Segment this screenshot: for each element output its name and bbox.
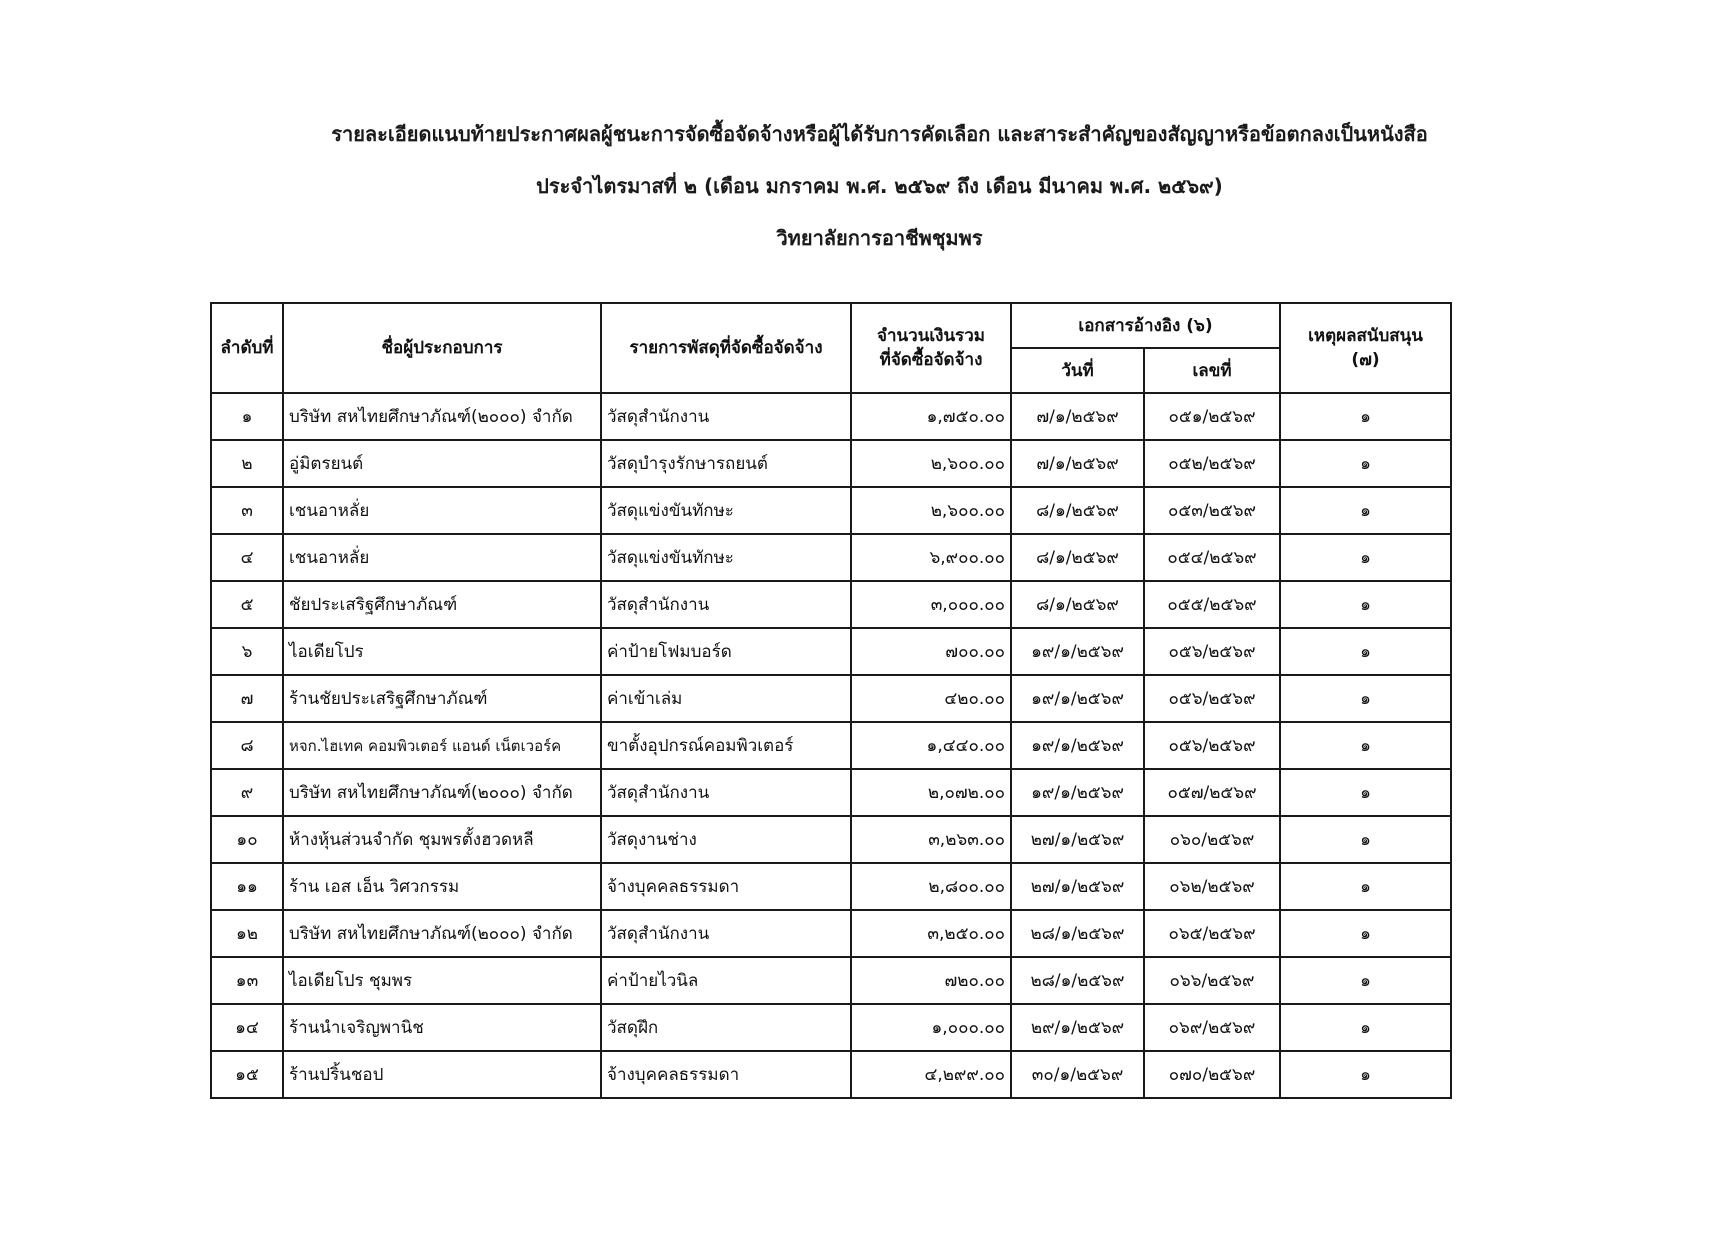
cell-vendor-name: หจก.ไฮเทค คอมพิวเตอร์ แอนด์ เน็ตเวอร์ค — [283, 722, 601, 769]
document-header — [0, 108, 1719, 264]
cell-reason: ๑ — [1280, 487, 1451, 534]
cell-item: วัสดุสำนักงาน — [601, 769, 851, 816]
table-row — [211, 722, 1451, 769]
cell-date: ๒๗/๑/๒๕๖๙ — [1011, 816, 1144, 863]
cell-num: ๑ — [211, 393, 283, 440]
cell-amount: ๒,๘๐๐.๐๐ — [851, 863, 1011, 910]
cell-reason: ๑ — [1280, 675, 1451, 722]
cell-num: ๑๐ — [211, 816, 283, 863]
cell-amount: ๒,๐๗๒.๐๐ — [851, 769, 1011, 816]
cell-num: ๓ — [211, 487, 283, 534]
cell-date: ๗/๑/๒๕๖๙ — [1011, 393, 1144, 440]
cell-num: ๒ — [211, 440, 283, 487]
header-reason-line1: เหตุผลสนับสนุน — [1308, 326, 1423, 346]
cell-vendor-name: เชนอาหลั่ย — [283, 487, 601, 534]
cell-num: ๙ — [211, 769, 283, 816]
table-header — [211, 303, 1451, 393]
cell-reason: ๑ — [1280, 393, 1451, 440]
document-subtitle-period: ประจำไตรมาสที่ ๒ (เดือน มกราคม พ.ศ. ๒๕๖๙ ถึง เดือน มีนาคม พ.ศ. ๒๕๖๙) — [536, 174, 1223, 198]
cell-amount: ๑,๗๕๐.๐๐ — [851, 393, 1011, 440]
cell-docno: ๐๕๑/๒๕๖๙ — [1144, 393, 1280, 440]
cell-vendor-name: เชนอาหลั่ย — [283, 534, 601, 581]
cell-reason: ๑ — [1280, 816, 1451, 863]
cell-docno: ๐๕๖/๒๕๖๙ — [1144, 628, 1280, 675]
cell-date: ๘/๑/๒๕๖๙ — [1011, 487, 1144, 534]
cell-reason: ๑ — [1280, 722, 1451, 769]
cell-num: ๖ — [211, 628, 283, 675]
cell-date: ๒๙/๑/๒๕๖๙ — [1011, 1004, 1144, 1051]
cell-vendor-name: ห้างหุ้นส่วนจำกัด ชุมพรตั้งฮวดหลี — [283, 816, 601, 863]
cell-num: ๔ — [211, 534, 283, 581]
cell-date: ๘/๑/๒๕๖๙ — [1011, 581, 1144, 628]
cell-docno: ๐๖๙/๒๕๖๙ — [1144, 1004, 1280, 1051]
cell-date: ๒๗/๑/๒๕๖๙ — [1011, 863, 1144, 910]
cell-reason: ๑ — [1280, 863, 1451, 910]
cell-amount: ๒,๖๐๐.๐๐ — [851, 440, 1011, 487]
cell-reason: ๑ — [1280, 957, 1451, 1004]
cell-date: ๘/๑/๒๕๖๙ — [1011, 534, 1144, 581]
cell-vendor-name: ร้าน เอส เอ็น วิศวกรรม — [283, 863, 601, 910]
table-row — [211, 863, 1451, 910]
cell-item: วัสดุฝึก — [601, 1004, 851, 1051]
table-row — [211, 1004, 1451, 1051]
cell-amount: ๑,๔๔๐.๐๐ — [851, 722, 1011, 769]
cell-amount: ๓,๒๕๐.๐๐ — [851, 910, 1011, 957]
cell-num: ๑๑ — [211, 863, 283, 910]
cell-docno: ๐๕๖/๒๕๖๙ — [1144, 675, 1280, 722]
cell-date: ๑๙/๑/๒๕๖๙ — [1011, 628, 1144, 675]
cell-item: ค่าเข้าเล่ม — [601, 675, 851, 722]
table-row — [211, 769, 1451, 816]
cell-num: ๕ — [211, 581, 283, 628]
cell-docno: ๐๕๓/๒๕๖๙ — [1144, 487, 1280, 534]
cell-reason: ๑ — [1280, 581, 1451, 628]
table-row — [211, 393, 1451, 440]
cell-vendor-name: ร้านชัยประเสริฐศึกษาภัณฑ์ — [283, 675, 601, 722]
procurement-table — [210, 302, 1452, 1099]
cell-reason: ๑ — [1280, 910, 1451, 957]
cell-amount: ๑,๐๐๐.๐๐ — [851, 1004, 1011, 1051]
table-row — [211, 816, 1451, 863]
cell-vendor-name: ไอเดียโปร ชุมพร — [283, 957, 601, 1004]
cell-reason: ๑ — [1280, 440, 1451, 487]
cell-reason: ๑ — [1280, 628, 1451, 675]
cell-amount: ๓,๒๖๓.๐๐ — [851, 816, 1011, 863]
header-item: รายการพัสดุที่จัดซื้อจัดจ้าง — [601, 303, 851, 393]
cell-date: ๑๙/๑/๒๕๖๙ — [1011, 722, 1144, 769]
cell-amount: ๔๒๐.๐๐ — [851, 675, 1011, 722]
cell-docno: ๐๕๒/๒๕๖๙ — [1144, 440, 1280, 487]
cell-vendor-name: บริษัท สหไทยศึกษาภัณฑ์(๒๐๐๐) จำกัด — [283, 769, 601, 816]
cell-item: วัสดุสำนักงาน — [601, 910, 851, 957]
cell-num: ๑๒ — [211, 910, 283, 957]
cell-vendor-name: ไอเดียโปร — [283, 628, 601, 675]
cell-num: ๑๔ — [211, 1004, 283, 1051]
cell-vendor-name: อู่มิตรยนต์ — [283, 440, 601, 487]
cell-reason: ๑ — [1280, 769, 1451, 816]
cell-amount: ๖,๙๐๐.๐๐ — [851, 534, 1011, 581]
cell-amount: ๗๐๐.๐๐ — [851, 628, 1011, 675]
header-reason-line2: (๗) — [1351, 350, 1380, 370]
cell-vendor-name: บริษัท สหไทยศึกษาภัณฑ์(๒๐๐๐) จำกัด — [283, 393, 601, 440]
header-ref-docs: เอกสารอ้างอิง (๖) — [1011, 303, 1280, 348]
table-row — [211, 440, 1451, 487]
header-amount-line2: ที่จัดซื้อจัดจ้าง — [879, 350, 983, 370]
cell-item: วัสดุบำรุงรักษารถยนต์ — [601, 440, 851, 487]
cell-num: ๗ — [211, 675, 283, 722]
cell-item: จ้างบุคคลธรรมดา — [601, 863, 851, 910]
cell-docno: ๐๖๖/๒๕๖๙ — [1144, 957, 1280, 1004]
cell-date: ๗/๑/๒๕๖๙ — [1011, 440, 1144, 487]
cell-amount: ๓,๐๐๐.๐๐ — [851, 581, 1011, 628]
table-row — [211, 675, 1451, 722]
cell-docno: ๐๕๕/๒๕๖๙ — [1144, 581, 1280, 628]
header-reason — [1280, 303, 1451, 393]
table-row — [211, 628, 1451, 675]
cell-item: วัสดุสำนักงาน — [601, 581, 851, 628]
cell-item: วัสดุแข่งขันทักษะ — [601, 487, 851, 534]
header-docno: เลขที่ — [1144, 348, 1280, 393]
cell-docno: ๐๖๐/๒๕๖๙ — [1144, 816, 1280, 863]
cell-amount: ๗๒๐.๐๐ — [851, 957, 1011, 1004]
cell-vendor-name: ร้านปริ้นชอป — [283, 1051, 601, 1098]
cell-vendor-name: บริษัท สหไทยศึกษาภัณฑ์(๒๐๐๐) จำกัด — [283, 910, 601, 957]
table-row — [211, 957, 1451, 1004]
cell-docno: ๐๕๗/๒๕๖๙ — [1144, 769, 1280, 816]
cell-date: ๑๙/๑/๒๕๖๙ — [1011, 769, 1144, 816]
cell-item: ค่าป้ายไวนิล — [601, 957, 851, 1004]
table-row — [211, 1051, 1451, 1098]
cell-num: ๘ — [211, 722, 283, 769]
cell-docno: ๐๖๒/๒๕๖๙ — [1144, 863, 1280, 910]
header-date: วันที่ — [1011, 348, 1144, 393]
cell-num: ๑๕ — [211, 1051, 283, 1098]
cell-item: ค่าป้ายโฟมบอร์ด — [601, 628, 851, 675]
cell-amount: ๒,๖๐๐.๐๐ — [851, 487, 1011, 534]
cell-docno: ๐๕๔/๒๕๖๙ — [1144, 534, 1280, 581]
table-row — [211, 487, 1451, 534]
cell-vendor-name: ร้านนำเจริญพานิช — [283, 1004, 601, 1051]
table-row — [211, 910, 1451, 957]
cell-item: วัสดุงานช่าง — [601, 816, 851, 863]
cell-date: ๓๐/๑/๒๕๖๙ — [1011, 1051, 1144, 1098]
cell-num: ๑๓ — [211, 957, 283, 1004]
cell-date: ๒๘/๑/๒๕๖๙ — [1011, 910, 1144, 957]
cell-vendor-name: ชัยประเสริฐศึกษาภัณฑ์ — [283, 581, 601, 628]
cell-docno: ๐๖๕/๒๕๖๙ — [1144, 910, 1280, 957]
cell-item: ขาตั้งอุปกรณ์คอมพิวเตอร์ — [601, 722, 851, 769]
cell-docno: ๐๕๖/๒๕๖๙ — [1144, 722, 1280, 769]
cell-date: ๑๙/๑/๒๕๖๙ — [1011, 675, 1144, 722]
cell-amount: ๔,๒๙๙.๐๐ — [851, 1051, 1011, 1098]
cell-reason: ๑ — [1280, 1051, 1451, 1098]
cell-date: ๒๘/๑/๒๕๖๙ — [1011, 957, 1144, 1004]
cell-item: วัสดุแข่งขันทักษะ — [601, 534, 851, 581]
header-amount-line1: จำนวนเงินรวม — [877, 326, 985, 346]
document-title: รายละเอียดแนบท้ายประกาศผลผู้ชนะการจัดซื้อจัดจ้างหรือผู้ได้รับการคัดเลือก และสาระสำคัญของสัญญาหรือข้อตกลงเป็นหนังสือ — [331, 122, 1428, 146]
header-vendor-name: ชื่อผู้ประกอบการ — [283, 303, 601, 393]
header-amount — [851, 303, 1011, 393]
table-body — [211, 393, 1451, 1098]
table-row — [211, 534, 1451, 581]
cell-docno: ๐๗๐/๒๕๖๙ — [1144, 1051, 1280, 1098]
cell-item: วัสดุสำนักงาน — [601, 393, 851, 440]
table-row — [211, 581, 1451, 628]
cell-item: จ้างบุคคลธรรมดา — [601, 1051, 851, 1098]
header-num: ลำดับที่ — [211, 303, 283, 393]
document-organization: วิทยาลัยการอาชีพชุมพร — [776, 226, 983, 250]
cell-reason: ๑ — [1280, 534, 1451, 581]
cell-reason: ๑ — [1280, 1004, 1451, 1051]
